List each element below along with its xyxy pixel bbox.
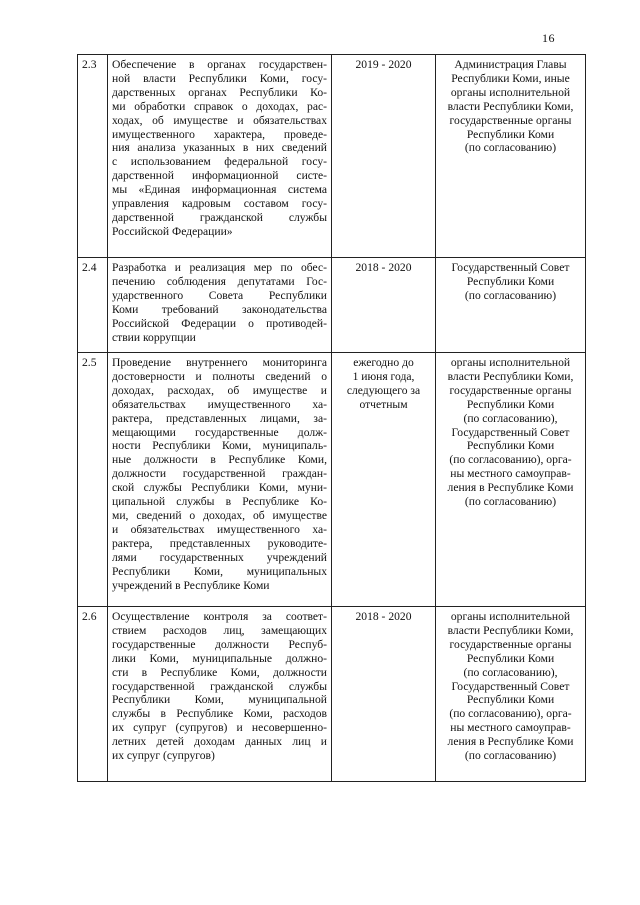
deadline	[332, 258, 436, 353]
text-line: должности государственной граждан-	[112, 467, 327, 481]
text-line: ствием расходов лиц, замещающих	[112, 623, 327, 637]
text-line: рактера, представленных руководите-	[112, 536, 327, 550]
text-line: Обеспечение в органах государствен-	[112, 58, 327, 71]
deadline	[332, 55, 436, 258]
text-line: мещающими государственные долж-	[112, 425, 327, 439]
text-line: (по согласованию)	[464, 495, 557, 509]
text-line: отчетным	[359, 397, 408, 411]
text-line: ми, сведений о доходах, об имуществе	[112, 508, 327, 522]
text-line: органы исполнительной	[450, 356, 571, 369]
table-row	[78, 607, 586, 782]
text-line: имущественного характера, проведе-	[112, 127, 327, 141]
text-line: дарственных органах Республики Ко-	[112, 85, 327, 99]
table-row	[78, 258, 586, 353]
text-line: учреждений в Республике Коми	[112, 578, 270, 592]
text-line: ности Республики Коми, муниципаль-	[112, 439, 327, 453]
measure-description	[108, 258, 332, 353]
text-line: органы исполнительной	[450, 610, 571, 623]
table-row	[78, 55, 586, 258]
text-line: власти Республики Коми,	[447, 623, 574, 637]
text-line: дарственной гражданской службы	[112, 210, 327, 224]
text-line: (по согласованию)	[464, 749, 557, 763]
responsible-executors	[436, 258, 586, 353]
text-line: Республики Коми	[466, 651, 555, 665]
text-line: Администрация Главы	[454, 58, 567, 71]
action-plan-table	[77, 54, 586, 782]
text-line: Российской Федерации»	[112, 224, 233, 238]
text-line: власти Республики Коми,	[447, 369, 574, 383]
text-line: государственные органы	[449, 637, 572, 651]
text-line: ствии коррупции	[112, 330, 196, 344]
text-line: их супруг (супругов) и несовершенно-	[112, 721, 327, 735]
action-plan-body	[78, 55, 586, 782]
text-line: (по согласованию),	[463, 411, 558, 425]
text-line: доходах, расходах, об имуществе и	[112, 383, 327, 397]
text-line: службы в Республике Коми, расходов	[112, 707, 327, 721]
text-line: Республики Коми, муниципальной	[112, 693, 327, 707]
text-line: Проведение внутреннего мониторинга	[112, 356, 327, 369]
deadline	[332, 607, 436, 782]
text-line: ния анализа указанных в них сведений	[112, 141, 327, 155]
text-line: Государственный Совет	[451, 425, 570, 439]
text-line: сти в Республике Коми, должности	[112, 665, 327, 679]
text-line: Республики Коми	[466, 439, 555, 453]
text-line: Коми требований законодательства	[112, 302, 327, 316]
text-line: органы исполнительной	[450, 85, 571, 99]
measure-description	[108, 55, 332, 258]
text-line: рактера, представленных лицами, за-	[112, 411, 327, 425]
text-line: управления кадровым составом госу-	[112, 197, 327, 211]
text-line: Республики Коми	[466, 127, 555, 141]
row-number: 2.4	[78, 258, 108, 353]
text-line: следующего за	[346, 383, 421, 397]
text-line: мы «Единая информационная система	[112, 183, 327, 197]
page-number: 16	[542, 31, 555, 45]
text-line: Государственный Совет	[451, 261, 570, 274]
text-line: Осуществление контроля за соответ-	[112, 610, 327, 623]
text-line: (по согласованию), орга-	[449, 707, 572, 721]
text-line: лями государственных учреждений	[112, 550, 327, 564]
text-line: государственные органы	[449, 113, 572, 127]
text-line: ципальной службы в Республике Ко-	[112, 495, 327, 509]
text-line: ны местного самоуправ-	[450, 467, 571, 481]
text-line: государственные должности Респуб-	[112, 637, 327, 651]
text-line: обязательствах имущественного ха-	[112, 397, 327, 411]
text-line: (по согласованию), орга-	[449, 453, 572, 467]
responsible-executors	[436, 55, 586, 258]
responsible-executors	[436, 353, 586, 607]
text-line: Республики Коми	[466, 274, 555, 288]
text-line: Российской Федерации о противодей-	[112, 316, 327, 330]
measure-description	[108, 607, 332, 782]
text-line: ской службы Республики Коми, муни-	[112, 481, 327, 495]
text-line: ной власти Республики Коми, госу-	[112, 71, 327, 85]
text-line: ударственного Совета Республики	[112, 288, 327, 302]
text-line: Республики Коми, иные	[451, 71, 570, 85]
text-line: (по согласованию)	[464, 141, 557, 155]
text-line: государственные органы	[449, 383, 572, 397]
text-line: летних детей доходам данных лиц и	[112, 735, 327, 749]
text-line: Республики Коми	[466, 693, 555, 707]
text-line: ные должности в Республике Коми,	[112, 453, 327, 467]
text-line: и обязательствах имущественного ха-	[112, 522, 327, 536]
text-line: ходах, об имуществе и обязательствах	[112, 113, 327, 127]
text-line: их супруг (супругов)	[112, 749, 215, 763]
text-line: государственной гражданской службы	[112, 679, 327, 693]
row-number: 2.5	[78, 353, 108, 607]
row-number: 2.3	[78, 55, 108, 258]
measure-description	[108, 353, 332, 607]
text-line: ны местного самоуправ-	[450, 721, 571, 735]
text-line: 2018 - 2020	[355, 261, 412, 274]
deadline	[332, 353, 436, 607]
text-line: ления в Республике Коми	[447, 481, 574, 495]
responsible-executors	[436, 607, 586, 782]
text-line: Республики Коми, муниципальных	[112, 564, 327, 578]
text-line: ления в Республике Коми	[447, 735, 574, 749]
text-line: (по согласованию)	[464, 288, 557, 302]
text-line: лики Коми, муниципальные должно-	[112, 651, 327, 665]
text-line: печению соблюдения депутатами Гос-	[112, 274, 327, 288]
text-line: Государственный Совет	[451, 679, 570, 693]
text-line: Республики Коми	[466, 397, 555, 411]
text-line: 2019 - 2020	[355, 58, 412, 71]
text-line: ежегодно до	[353, 356, 414, 369]
text-line: 1 июня года,	[352, 369, 415, 383]
text-line: ми обработки справок о доходах, рас-	[112, 99, 327, 113]
text-line: дарственной информационной систе-	[112, 169, 327, 183]
text-line: с использованием федеральной госу-	[112, 155, 327, 169]
text-line: Разработка и реализация мер по обес-	[112, 261, 327, 274]
text-line: 2018 - 2020	[355, 610, 412, 623]
text-line: достоверности и полноты сведений о	[112, 369, 327, 383]
text-line: власти Республики Коми,	[447, 99, 574, 113]
text-line: (по согласованию),	[463, 665, 558, 679]
row-number: 2.6	[78, 607, 108, 782]
table-row	[78, 353, 586, 607]
